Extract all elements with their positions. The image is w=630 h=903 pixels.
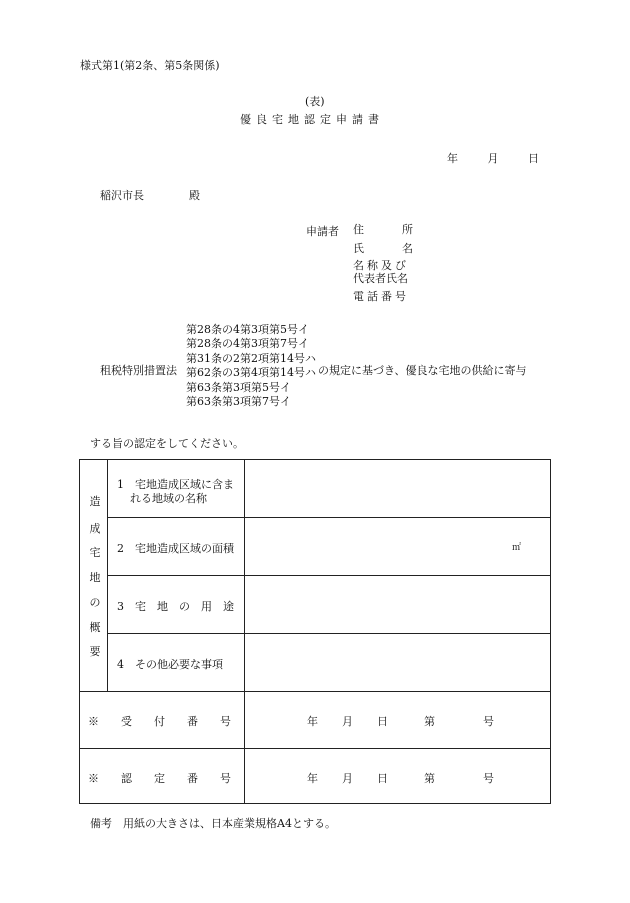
reception-go: 号 [483, 715, 494, 728]
date-day-label: 日 [528, 152, 539, 165]
area-unit: ㎡ [512, 543, 522, 553]
reception-number-label: ※ 受 付 番 号 [88, 715, 231, 728]
overview-label-char: 成 [89, 522, 101, 535]
overview-label-char: 概 [89, 621, 101, 634]
certification-dai: 第 [424, 772, 435, 785]
applicant-label: 申請者 [306, 225, 339, 238]
certification-number-label: ※ 認 定 番 号 [88, 772, 231, 785]
overview-label-char: 造 [89, 495, 101, 508]
clause-item: 第31条の2第2項第14号ハ [186, 351, 316, 365]
name-field-label: 氏 名 [353, 242, 413, 255]
reception-year: 年 [307, 715, 318, 728]
request-statement-continued: する旨の認定をしてください。 [90, 437, 244, 450]
side-indicator: (表) [305, 95, 325, 108]
reception-dai: 第 [424, 715, 435, 728]
request-statement: の規定に基づき、優良な宅地の供給に寄与 [318, 364, 527, 377]
reception-day: 日 [377, 715, 388, 728]
clause-item: 第28条の4第3項第7号イ [186, 337, 309, 351]
application-table [79, 459, 551, 804]
overview-label-char: 地 [89, 571, 101, 584]
address-field-label: 住 所 [353, 223, 413, 236]
clause-item: 第62条の3第4項第14号ハ [186, 366, 316, 380]
item1-label-line1: 1 宅地造成区域に含ま [117, 478, 234, 491]
corp-name-label-line2: 代表者氏名 [353, 272, 408, 285]
clause-item: 第63条第3項第5号イ [186, 380, 291, 394]
date-month-label: 月 [487, 152, 499, 165]
item1-label-line2: れる地域の名称 [130, 492, 207, 505]
item3-label: 3 宅 地 の 用 途 [117, 600, 234, 613]
item4-label: 4 その他必要な事項 [117, 658, 223, 671]
clause-item: 第28条の4第3項第5号イ [186, 323, 309, 336]
overview-label-char: 宅 [89, 546, 101, 559]
addressee [100, 187, 200, 203]
date-line [447, 150, 539, 166]
addressee-name: 稲沢市長 [100, 189, 144, 202]
date-year-label: 年 [447, 152, 458, 165]
overview-label-char: の [89, 596, 101, 609]
form-number: 様式第1(第2条、第5条関係) [80, 59, 220, 72]
certification-month: 月 [342, 772, 353, 785]
document-title: 優良宅地認定申請書 [240, 113, 384, 126]
overview-label-char: 要 [89, 645, 101, 658]
clause-item: 第63条第3項第7号イ [186, 395, 291, 409]
clause-list [186, 323, 316, 409]
reception-month: 月 [342, 715, 353, 728]
remarks-note: 備考 用紙の大きさは、日本産業規格A4とする。 [90, 817, 336, 830]
phone-field-label: 電話番号 [353, 290, 409, 303]
certification-go: 号 [483, 772, 494, 785]
certification-year: 年 [307, 772, 318, 785]
certification-day: 日 [377, 772, 388, 785]
law-name: 租税特別措置法 [100, 364, 177, 377]
item2-label: 2 宅地造成区域の面積 [117, 542, 234, 555]
addressee-honorific: 殿 [189, 189, 200, 202]
corp-name-label-line1: 名称及び [353, 259, 409, 272]
